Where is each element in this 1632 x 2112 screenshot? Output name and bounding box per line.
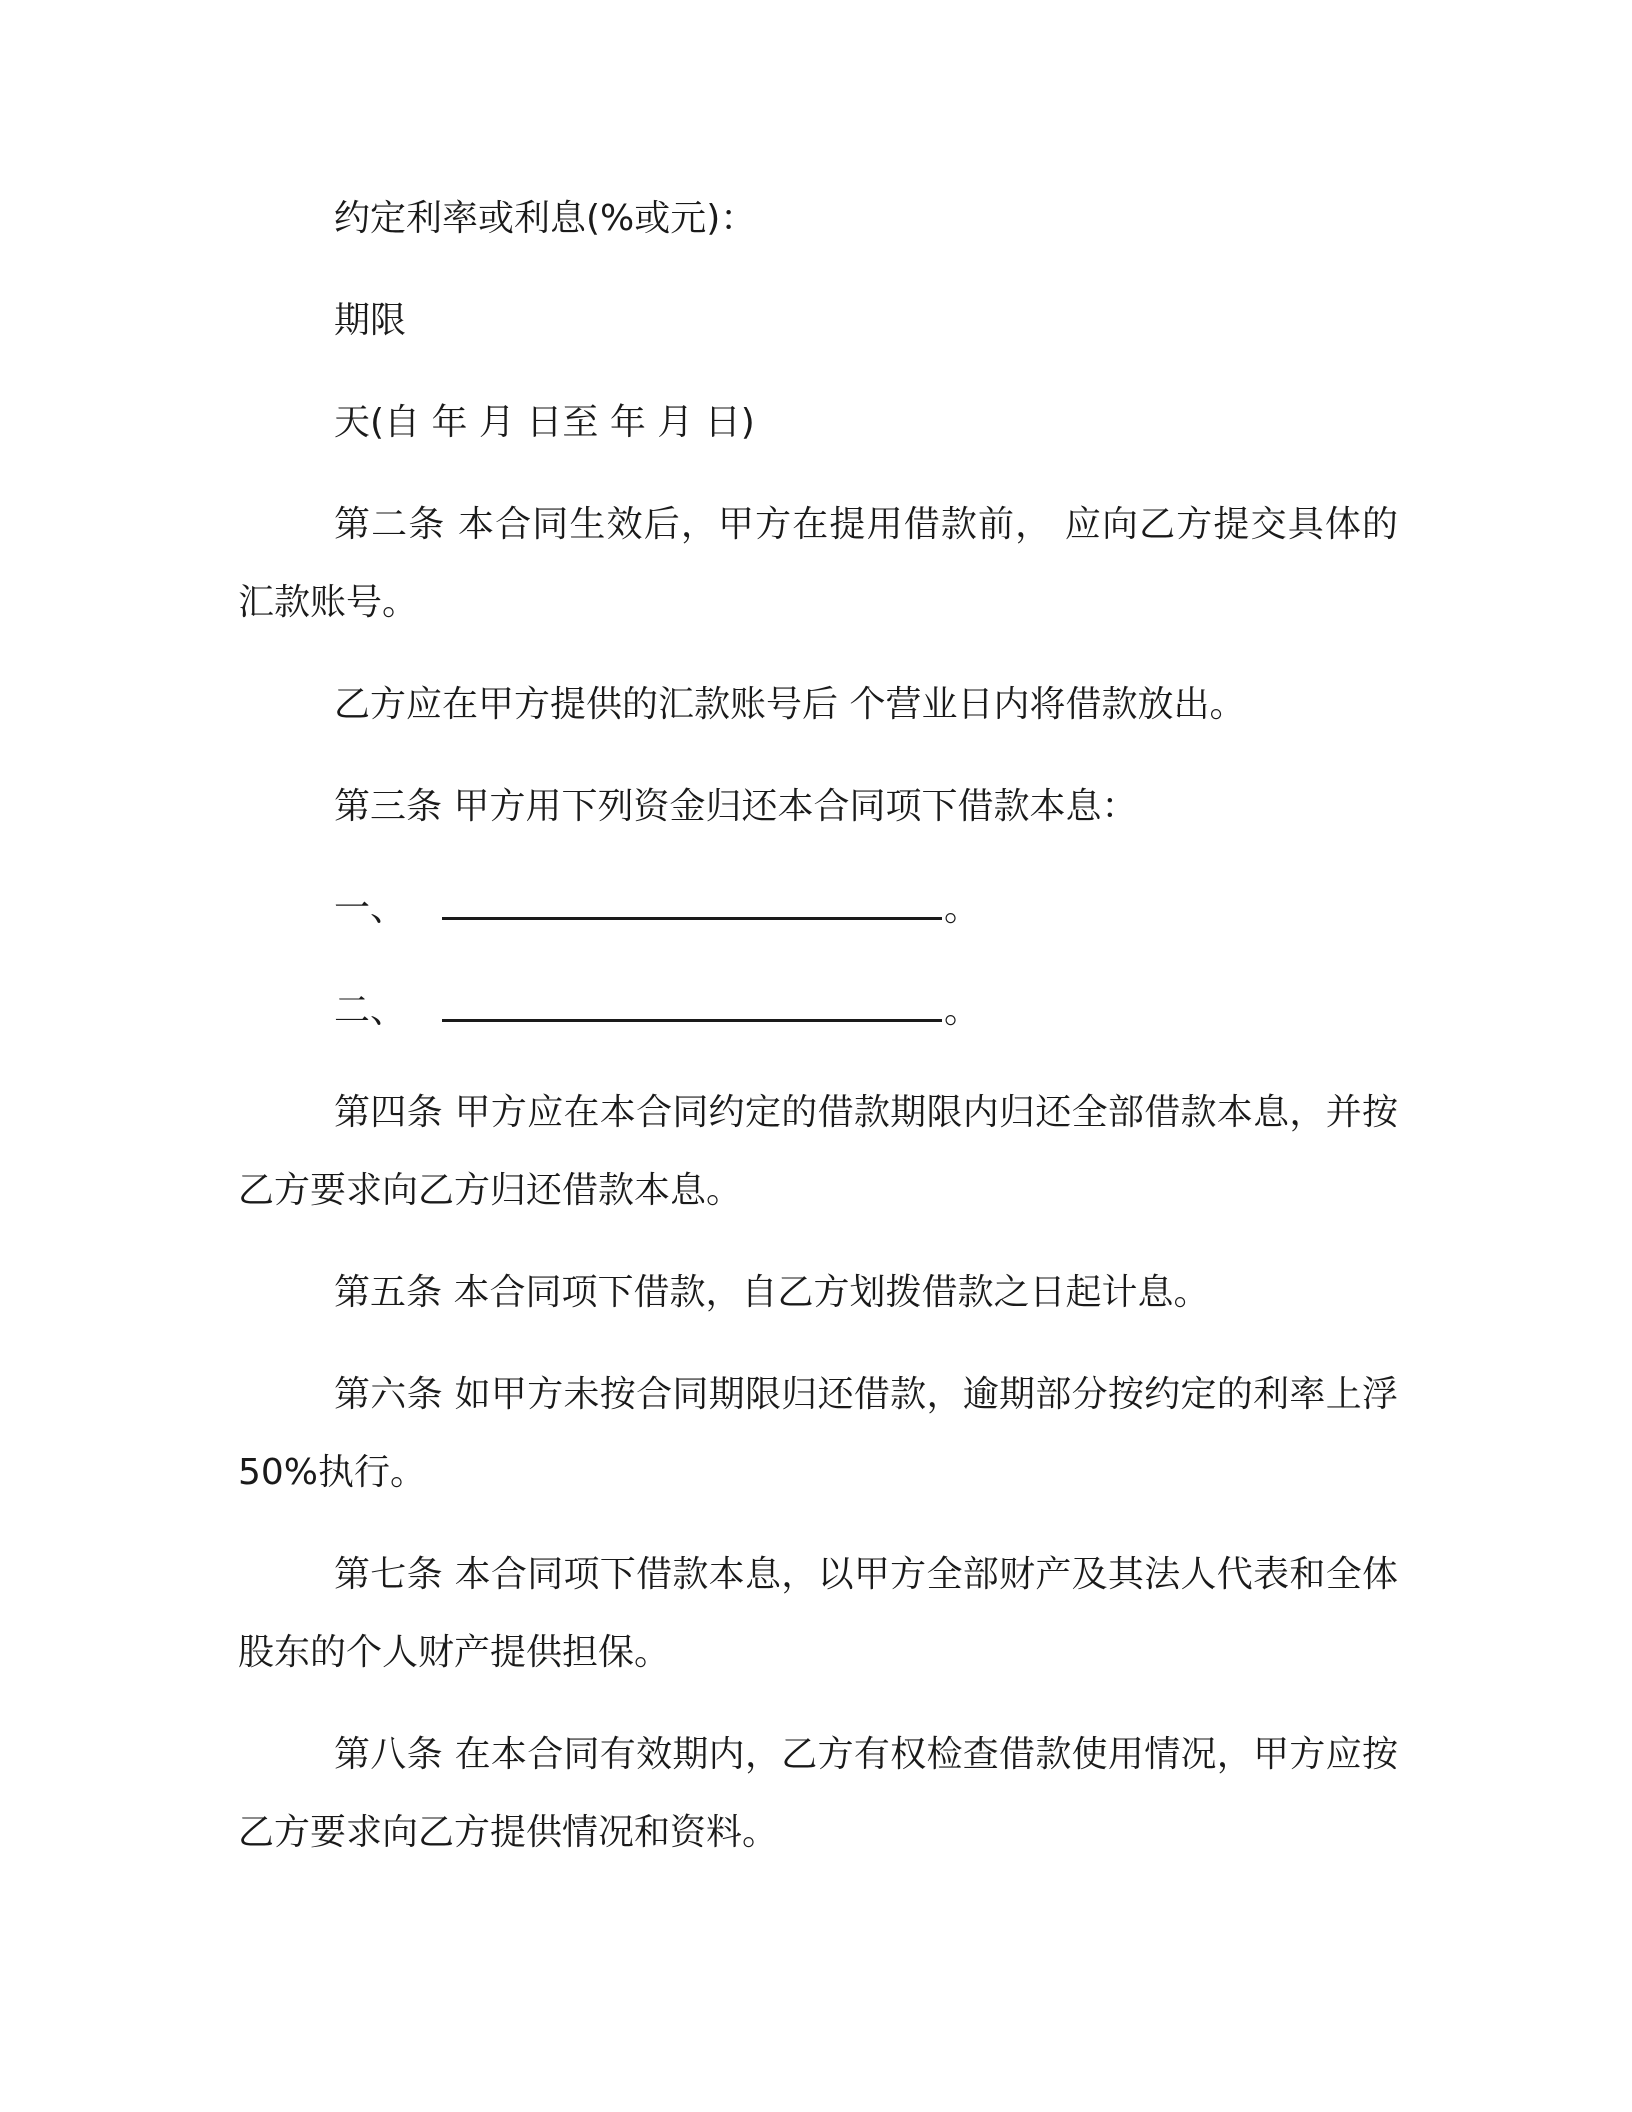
paragraph-article-7: 第七条 本合同项下借款本息，以甲方全部财产及其法人代表和全体股东的个人财产提供担保。: [238, 1554, 1398, 1673]
paragraph-term-days: 天(自 年 月 日至 年 月 日): [334, 402, 755, 443]
list-item-1-suffix: 。: [944, 888, 981, 929]
list-item-2-prefix: 二、: [334, 990, 407, 1031]
fill-blank-line-2: [442, 989, 942, 1022]
paragraph-article-5: 第五条 本合同项下借款，自乙方划拨借款之日起计息。: [334, 1272, 1210, 1313]
paragraph-article-4: 第四条 甲方应在本合同约定的借款期限内归还全部借款本息，并按乙方要求向乙方归还借款本息。: [238, 1092, 1398, 1211]
paragraph-article-2: 第二条 本合同生效后，甲方在提用借款前， 应向乙方提交具体的汇款账号。: [238, 504, 1398, 623]
fill-blank-line-1: [442, 887, 942, 920]
paragraph-article-2b: 乙方应在甲方提供的汇款账号后 个营业日内将借款放出。: [334, 684, 1246, 725]
paragraph-article-6: 第六条 如甲方未按合同期限归还借款，逾期部分按约定的利率上浮 50%执行。: [238, 1374, 1398, 1493]
list-item-1: [238, 870, 1398, 948]
paragraph-article-3: 第三条 甲方用下列资金归还本合同项下借款本息：: [334, 786, 1138, 827]
list-item-2-suffix: 。: [944, 990, 981, 1031]
paragraph-term-label: 期限: [334, 300, 407, 341]
paragraph-article-8: 第八条 在本合同有效期内，乙方有权检查借款使用情况，甲方应按乙方要求向乙方提供情况和资料。: [238, 1734, 1398, 1853]
list-item-2: [238, 972, 1398, 1050]
paragraph-rate: 约定利率或利息(%或元)：: [334, 198, 757, 239]
list-item-1-prefix: 一、: [334, 888, 407, 929]
